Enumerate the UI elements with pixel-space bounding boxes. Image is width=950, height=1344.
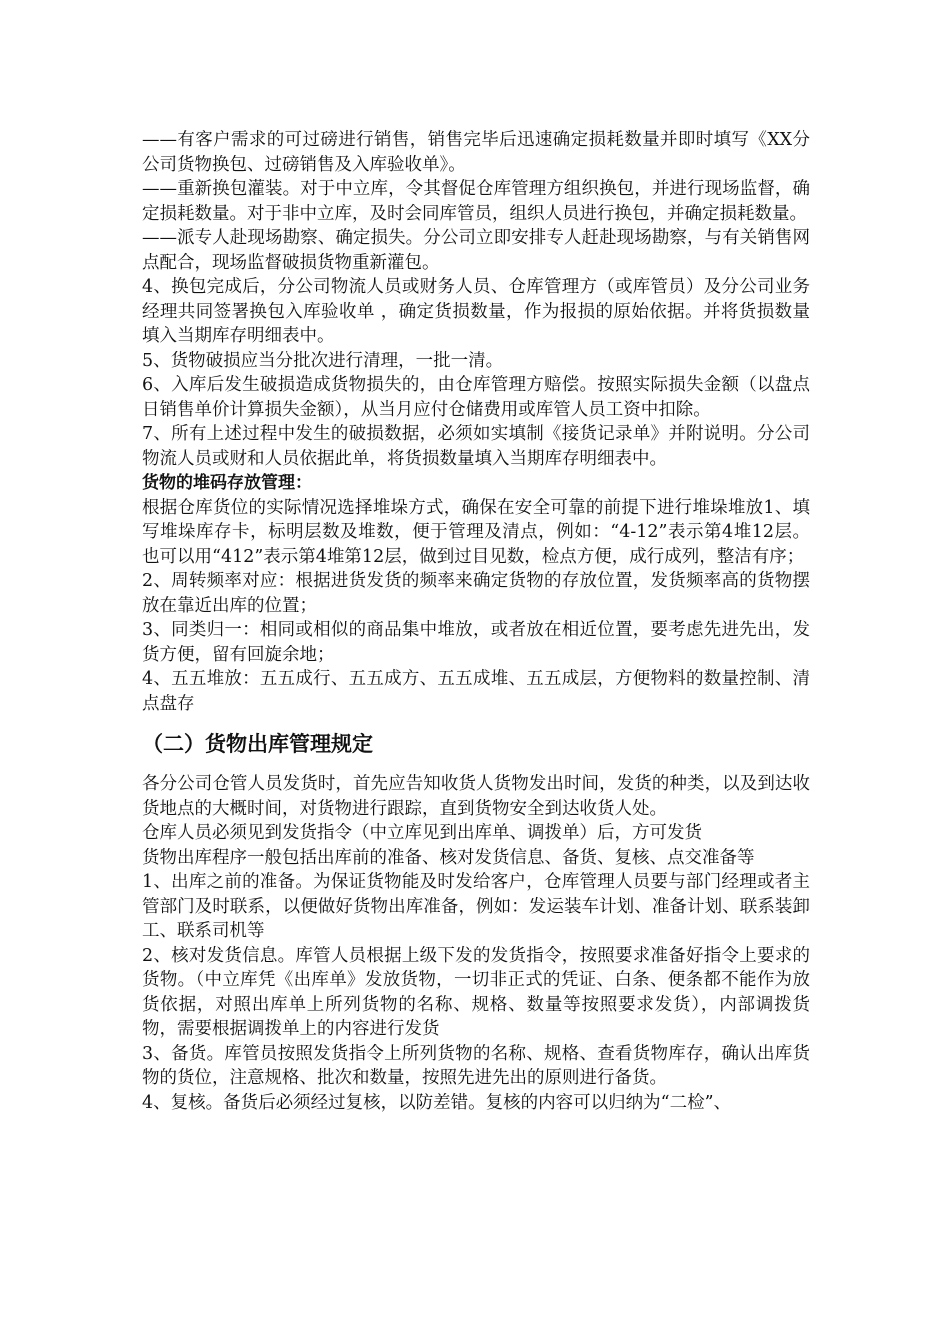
section-heading: （二）货物出库管理规定	[142, 732, 373, 756]
document-page	[142, 128, 810, 1115]
paragraph: 4、换包完成后，分公司物流人员或财务人员、仓库管理方（或库管员）及分公司业务经理共同签署换包入库验收单 ，确定货损数量，作为报损的原始依据。并将货损数量填入当期库存明细表中。	[142, 277, 810, 346]
paragraph: 1、出库之前的准备。为保证货物能及时发给客户，仓库管理人员要与部门经理或者主管部门及时联系，以便做好货物出库准备，例如：发运装车计划、准备计划、联系装卸工、联系司机等	[142, 872, 810, 941]
paragraph: 4、五五堆放：五五成行、五五成方、五五成堆、五五成层，方便物料的数量控制、清点盘存	[142, 669, 810, 714]
paragraph: 3、同类归一：相同或相似的商品集中堆放，或者放在相近位置，要考虑先进先出，发货方便，留有回旋余地；	[142, 620, 810, 665]
paragraph: 仓库人员必须见到发货指令（中立库见到出库单、调拨单）后，方可发货	[142, 823, 702, 843]
paragraph: ——重新换包灌装。对于中立库，令其督促仓库管理方组织换包，并进行现场监督，确定损耗数量。对于非中立库，及时会同库管员，组织人员进行换包，并确定损耗数量。	[142, 179, 810, 224]
paragraph: 2、周转频率对应：根据进货发货的频率来确定货物的存放位置，发货频率高的货物摆放在靠近出库的位置；	[142, 571, 810, 616]
paragraph: 货物出库程序一般包括出库前的准备、核对发货信息、备货、复核、点交准备等	[142, 847, 755, 868]
paragraph: 5、货物破损应当分批次进行清理，一批一清。	[142, 350, 504, 371]
paragraph: 3、备货。库管员按照发货指令上所列货物的名称、规格、查看货物库存，确认出库货物的货位，注意规格、批次和数量，按照先进先出的原则进行备货。	[142, 1043, 810, 1088]
paragraph: 各分公司仓管人员发货时，首先应告知收货人货物发出时间，发货的种类，以及到达收货地点的大概时间，对货物进行跟踪，直到货物安全到达收货人处。	[142, 774, 810, 819]
paragraph: ——派专人赴现场勘察、确定损失。分公司立即安排专人赶赴现场勘察，与有关销售网点配合，现场监督破损货物重新灌包。	[142, 228, 810, 273]
paragraph: 6、入库后发生破损造成货物损失的，由仓库管理方赔偿。按照实际损失金额（以盘点日销售单价计算损失金额），从当月应付仓储费用或库管人员工资中扣除。	[142, 375, 810, 420]
paragraph: 根据仓库货位的实际情况选择堆垛方式，确保在安全可靠的前提下进行堆垛堆放1、填写堆垛库存卡，标明层数及堆数，便于管理及清点，例如：“4-12”表示第4堆12层。也可以用“412”表示第4堆第12层，做到过目见数，检点方便，成行成列，整洁有序；	[142, 497, 810, 567]
paragraph: ——有客户需求的可过磅进行销售，销售完毕后迅速确定损耗数量并即时填写《XX分公司货物换包、过磅销售及入库验收单》。	[142, 130, 810, 175]
stacking-subheading: 货物的堆码存放管理：	[142, 473, 312, 493]
paragraph: 4、复核。备货后必须经过复核，以防差错。复核的内容可以归纳为“二检”、	[142, 1092, 732, 1113]
paragraph: 2、核对发货信息。库管人员根据上级下发的发货指令，按照要求准备好指令上要求的货物。（中立库凭《出库单》发放货物，一切非正式的凭证、白条、便条都不能作为放货依据，对照出库单上所列货物的名称、规格、数量等按照要求发货），内部调拨货物，需要根据调拨单上的内容进行发货	[142, 945, 810, 1039]
paragraph: 7、所有上述过程中发生的破损数据，必须如实填制《接货记录单》并附说明。分公司物流人员或财和人员依据此单，将货损数量填入当期库存明细表中。	[142, 424, 810, 469]
